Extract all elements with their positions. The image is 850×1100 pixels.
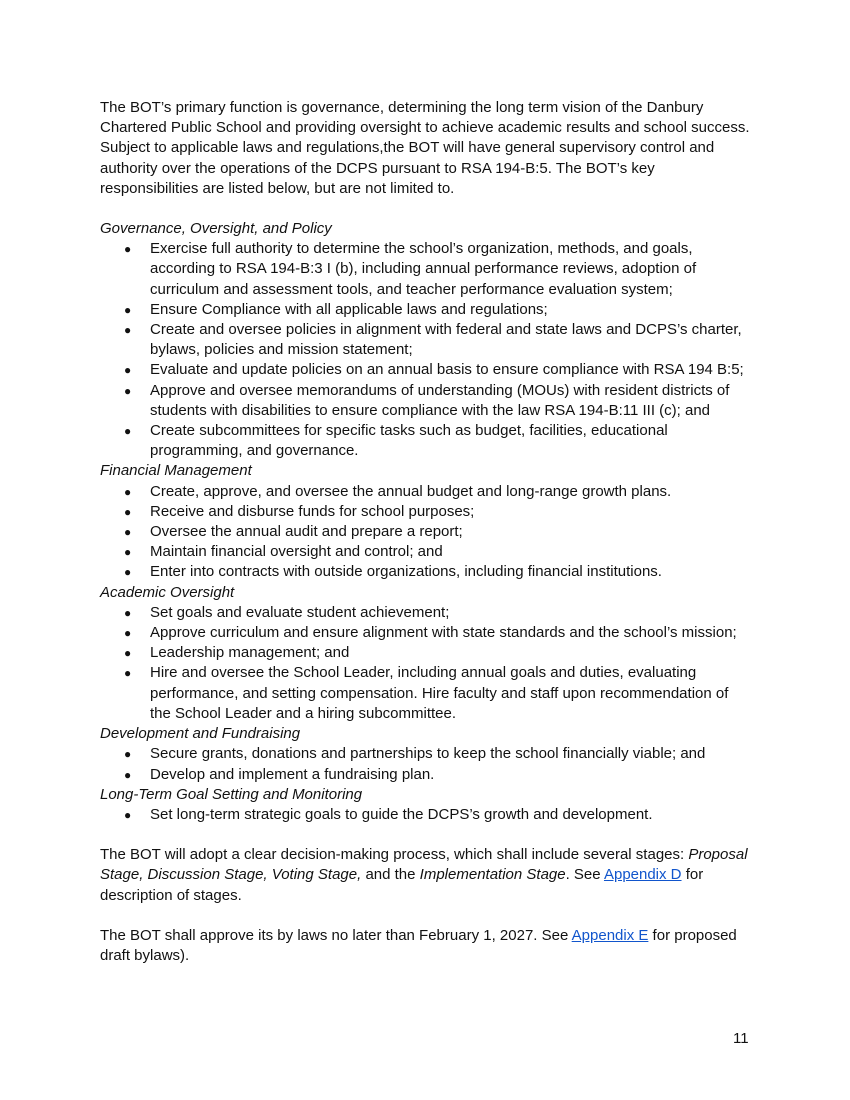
bylaws-text: for proposed draft bylaws). — [100, 926, 737, 964]
bullet-list — [100, 744, 752, 784]
section-heading: Long-Term Goal Setting and Monitoring — [100, 785, 363, 803]
decision-paragraph — [100, 845, 752, 906]
bullet-list — [100, 603, 752, 724]
decision-stages-italic: Proposal Stage, Discussion Stage, Voting Stage, — [100, 846, 748, 884]
list-item: ● Maintain financial oversight and control; and — [100, 542, 752, 562]
list-item: ● Create subcommittees for specific tasks such as budget, facilities, educational programming, and governance. — [100, 421, 752, 461]
section-heading: Financial Management — [100, 462, 252, 480]
decision-text: . See — [565, 866, 604, 884]
intro-paragraph: The BOT’s primary function is governance, determining the long term vision of the Danbury Chartered Public School and providing oversight to achieve academic results and school success. Subject to applicable laws and regulations,the BOT will have general supervisory control and authority over the operations of the DCPS pursuant to RSA 194-B:5. The BOT’s key responsibilities are listed below, but are not limited to. — [100, 99, 750, 197]
list-item: ● Leadership management; and — [100, 643, 752, 663]
bullet-list — [100, 239, 752, 461]
list-item: ● Create and oversee policies in alignment with federal and state laws and DCPS’s charter, bylaws, policies and mission statement; — [100, 320, 752, 360]
list-item: ● Oversee the annual audit and prepare a report; — [100, 522, 752, 542]
bullet-list — [100, 805, 752, 825]
list-item: ● Receive and disburse funds for school purposes; — [100, 502, 752, 522]
list-item: ● Ensure Compliance with all applicable laws and regulations; — [100, 300, 752, 320]
bylaws-paragraph — [100, 926, 752, 966]
bylaws-text: The BOT shall approve its by laws no later than February 1, 2027. See — [100, 926, 572, 944]
bullet-list — [100, 482, 752, 583]
section-heading: Development and Fundraising — [100, 725, 301, 743]
list-item: ● Create, approve, and oversee the annual budget and long-range growth plans. — [100, 482, 752, 502]
responsibilities-sections — [100, 219, 752, 825]
section-heading: Governance, Oversight, and Policy — [100, 220, 332, 238]
list-item: ● Set goals and evaluate student achievement; — [100, 603, 752, 623]
document-body — [100, 98, 752, 966]
list-item: ● Set long-term strategic goals to guide the DCPS’s growth and development. — [100, 805, 752, 825]
list-item: ● Approve curriculum and ensure alignment with state standards and the school’s mission; — [100, 623, 752, 643]
appendix-d-link[interactable]: Appendix D — [603, 866, 682, 884]
paragraph-spacer — [100, 906, 752, 926]
list-item: ● Exercise full authority to determine the school’s organization, methods, and goals, according to RSA 194-B:3 I (b), including annual performance reviews, adoption of curriculum and assessment tools, and teacher performance evaluation system; — [100, 239, 752, 300]
section-heading: Academic Oversight — [100, 583, 235, 601]
list-item: ● Enter into contracts with outside organizations, including financial institutions. — [100, 562, 752, 582]
list-item: ● Evaluate and update policies on an annual basis to ensure compliance with RSA 194 B:5; — [100, 360, 752, 380]
list-item: ● Approve and oversee memorandums of understanding (MOUs) with resident districts of students with disabilities to ensure compliance with the law RSA 194-B:11 III (c); and — [100, 381, 752, 421]
paragraph-spacer — [100, 199, 752, 219]
appendix-e-link[interactable]: Appendix E — [571, 926, 649, 944]
paragraph-spacer — [100, 825, 752, 845]
decision-text: for description of stages. — [100, 866, 704, 904]
list-item: ● Secure grants, donations and partnerships to keep the school financially viable; and — [100, 744, 752, 764]
list-item: ● Hire and oversee the School Leader, including annual goals and duties, evaluating performance, and setting compensation. Hire faculty and staff upon recommendation of the School Leader and a hiring subcommittee. — [100, 663, 752, 724]
decision-text: The BOT will adopt a clear decision-making process, which shall include several stages: — [100, 846, 689, 864]
list-item: ● Develop and implement a fundraising plan. — [100, 765, 752, 785]
page-number: 11 — [733, 1030, 749, 1047]
decision-text: and the — [361, 866, 420, 884]
implementation-stage-italic: Implementation Stage — [419, 866, 566, 884]
